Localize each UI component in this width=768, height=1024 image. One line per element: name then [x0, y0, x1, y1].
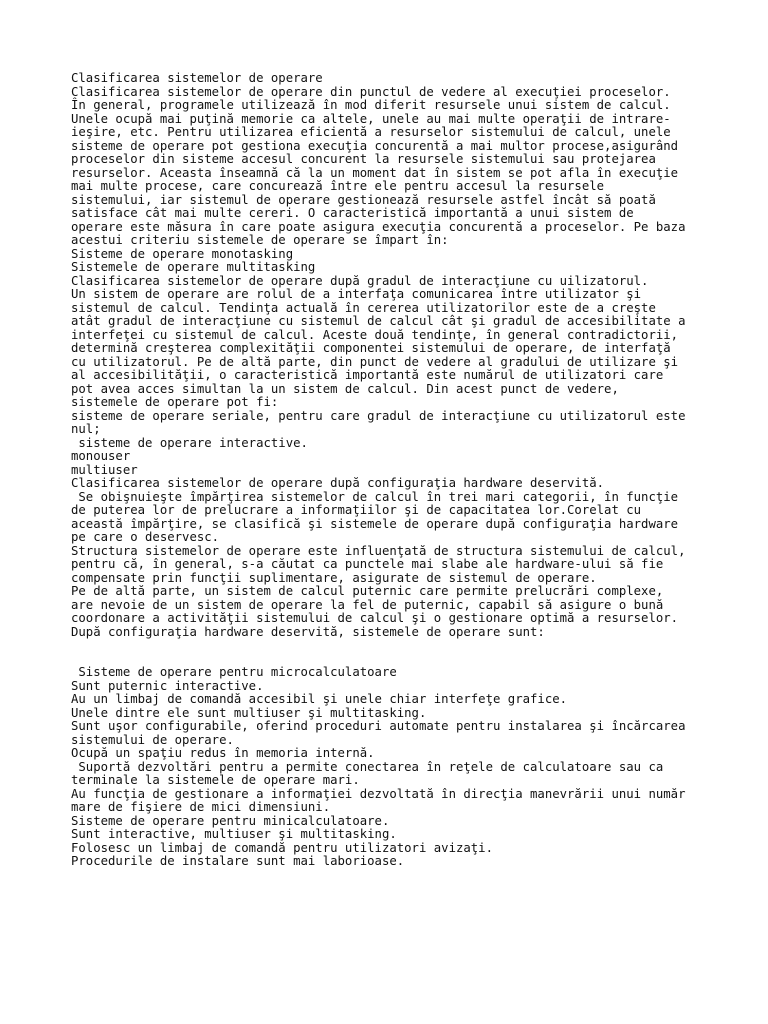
text-line: de puterea lor de prelucrare a informaţiilor şi de capacitatea lor.Corelat cu — [71, 503, 642, 517]
text-line: Suportă dezvoltări pentru a permite conectarea în reţele de calculatoare sau ca — [71, 759, 664, 774]
text-line: Folosesc un limbaj de comandă pentru utilizatori avizaţi. — [71, 840, 493, 855]
text-line: Au funcţia de gestionare a informaţiei dezvoltată în direcţia manevrării unui număr — [71, 786, 686, 801]
text-line: Unele dintre ele sunt multiuser şi multitasking. — [71, 705, 427, 720]
text-line: Un sistem de operare are rolul de a interfaţa comunicarea între utilizator şi — [71, 287, 642, 301]
text-line: În general, programele utilizează în mod diferit resursele unui sistem de calcul. — [71, 98, 671, 112]
text-line: Clasificarea sistemelor de operare după gradul de interacţiune cu uilizatorul. — [71, 273, 649, 288]
text-line: proceselor din sisteme accesul concurent la resursele sistemului sau protejarea — [71, 152, 656, 166]
text-line: mare de fişiere de mici dimensiuni. — [71, 800, 331, 814]
text-line: satisface cât mai multe cereri. O caracteristică importantă a unui sistem de — [71, 206, 634, 220]
text-line: pe care o deservesc. — [71, 530, 220, 544]
text-line: Sisteme de operare monotasking — [71, 246, 294, 261]
text-line: Sunt uşor configurabile, oferind proceduri automate pentru instalarea şi încărcarea — [71, 719, 686, 733]
text-line: Au un limbaj de comandă accesibil şi unele chiar interfeţe grafice. — [71, 692, 568, 706]
text-line: Ocupă un spaţiu redus în memoria internă. — [71, 746, 375, 760]
text-line: sistemului de operare. — [71, 732, 234, 747]
text-line: Sisteme de operare pentru microcalculatoare — [71, 665, 397, 679]
text-line: Clasificarea sistemelor de operare — [71, 71, 323, 85]
text-line: acestui criteriu sistemele de operare se împart în: — [71, 233, 449, 247]
text-line: pentru că, în general, s-a căutat ca punctele mai slabe ale hardware-ului să fie — [71, 557, 664, 571]
text-line: Pe de altă parte, un sistem de calcul puternic care permite prelucrări complexe, — [71, 584, 664, 598]
text-line: al accesibilităţii, o caracteristică importantă este numărul de utilizatori care — [71, 368, 664, 382]
text-line: terminale la sistemele de operare mari. — [71, 773, 360, 787]
text-line: Sistemele de operare multitasking — [71, 260, 316, 274]
document-body — [71, 72, 731, 869]
text-line: interfeţei cu sistemul de calcul. Aceste două tendinţe, în general contradictorii, — [71, 327, 679, 342]
text-line: nul; — [71, 422, 101, 436]
text-line: pot avea acces simultan la un sistem de calcul. Din acest punct de vedere, — [71, 381, 619, 396]
text-line: mai multe procese, care concurează între ele pentru accesul la resursele — [71, 179, 605, 193]
text-line: monouser — [71, 449, 131, 463]
text-line: ieşire, etc. Pentru utilizarea eficientă a resurselor sistemului de calcul, unele — [71, 125, 671, 139]
text-line: are nevoie de un sistem de operare la fel de puternic, capabil să asigure o bună — [71, 597, 664, 612]
paragraph-gap — [71, 639, 731, 666]
text-line: compensate prin funcţii suplimentare, asigurate de sistemul de operare. — [71, 570, 597, 585]
text-line: multiuser — [71, 462, 138, 477]
text-line: Unele ocupă mai puţină memorie ca altele, unele au mai multe operaţii de intrare- — [71, 111, 671, 126]
text-section-hardware-types — [71, 666, 731, 869]
text-line: această împărţire, se clasifică şi sistemele de operare după configuraţia hardware — [71, 516, 679, 531]
text-line: După configuraţia hardware deservită, sistemele de operare sunt: — [71, 624, 545, 639]
text-line: coordonare a activităţii sistemului de calcul şi o gestionare optimă a resurselor. — [71, 611, 679, 625]
text-line: Sisteme de operare pentru minicalculatoare. — [71, 813, 390, 828]
text-line: cu utilizatorul. Pe de altă parte, din punct de vedere al gradului de utilizare şi — [71, 354, 679, 369]
text-line: resurselor. Aceasta înseamnă că la un moment dat în sistem se pot afla în execuţie — [71, 165, 679, 180]
text-line: Procedurile de instalare sunt mai laborioase. — [71, 854, 405, 868]
text-line: sistemele de operare pot fi: — [71, 395, 279, 409]
text-line: Sunt puternic interactive. — [71, 678, 264, 693]
text-line: Structura sistemelor de operare este influenţată de structura sistemului de calcul, — [71, 543, 686, 558]
text-line: Clasificarea sistemelor de operare după configuraţia hardware deservită. — [71, 476, 605, 490]
text-line: Sunt interactive, multiuser şi multitasking. — [71, 827, 397, 841]
text-line: determină creşterea complexităţii componentei sistemului de operare, de interfaţă — [71, 341, 671, 355]
text-line: sisteme de operare seriale, pentru care gradul de interacţiune cu utilizatorul este — [71, 408, 686, 423]
text-line: atât gradul de interacţiune cu sistemul de calcul cât şi gradul de accesibilitate a — [71, 314, 686, 328]
text-line: Se obişnuieşte împărţirea sistemelor de calcul în trei mari categorii, în funcţie — [71, 489, 679, 504]
text-line: sisteme de operare pot gestiona execuţia concurentă a mai multor procese,asigurând — [71, 138, 679, 153]
text-line: Clasificarea sistemelor de operare din punctul de vedere al execuţiei proceselor. — [71, 84, 671, 99]
text-line: sisteme de operare interactive. — [71, 435, 308, 450]
text-line: operare este măsura în care poate asigura execuţia concurentă a proceselor. Pe baza — [71, 219, 686, 234]
text-line: sistemul de calcul. Tendinţa actuală în cererea utilizatorilor este de a creşte — [71, 300, 656, 315]
text-line: sistemului, iar sistemul de operare gestionează resursele astfel încât să poată — [71, 192, 656, 207]
text-section-classification — [71, 72, 731, 639]
